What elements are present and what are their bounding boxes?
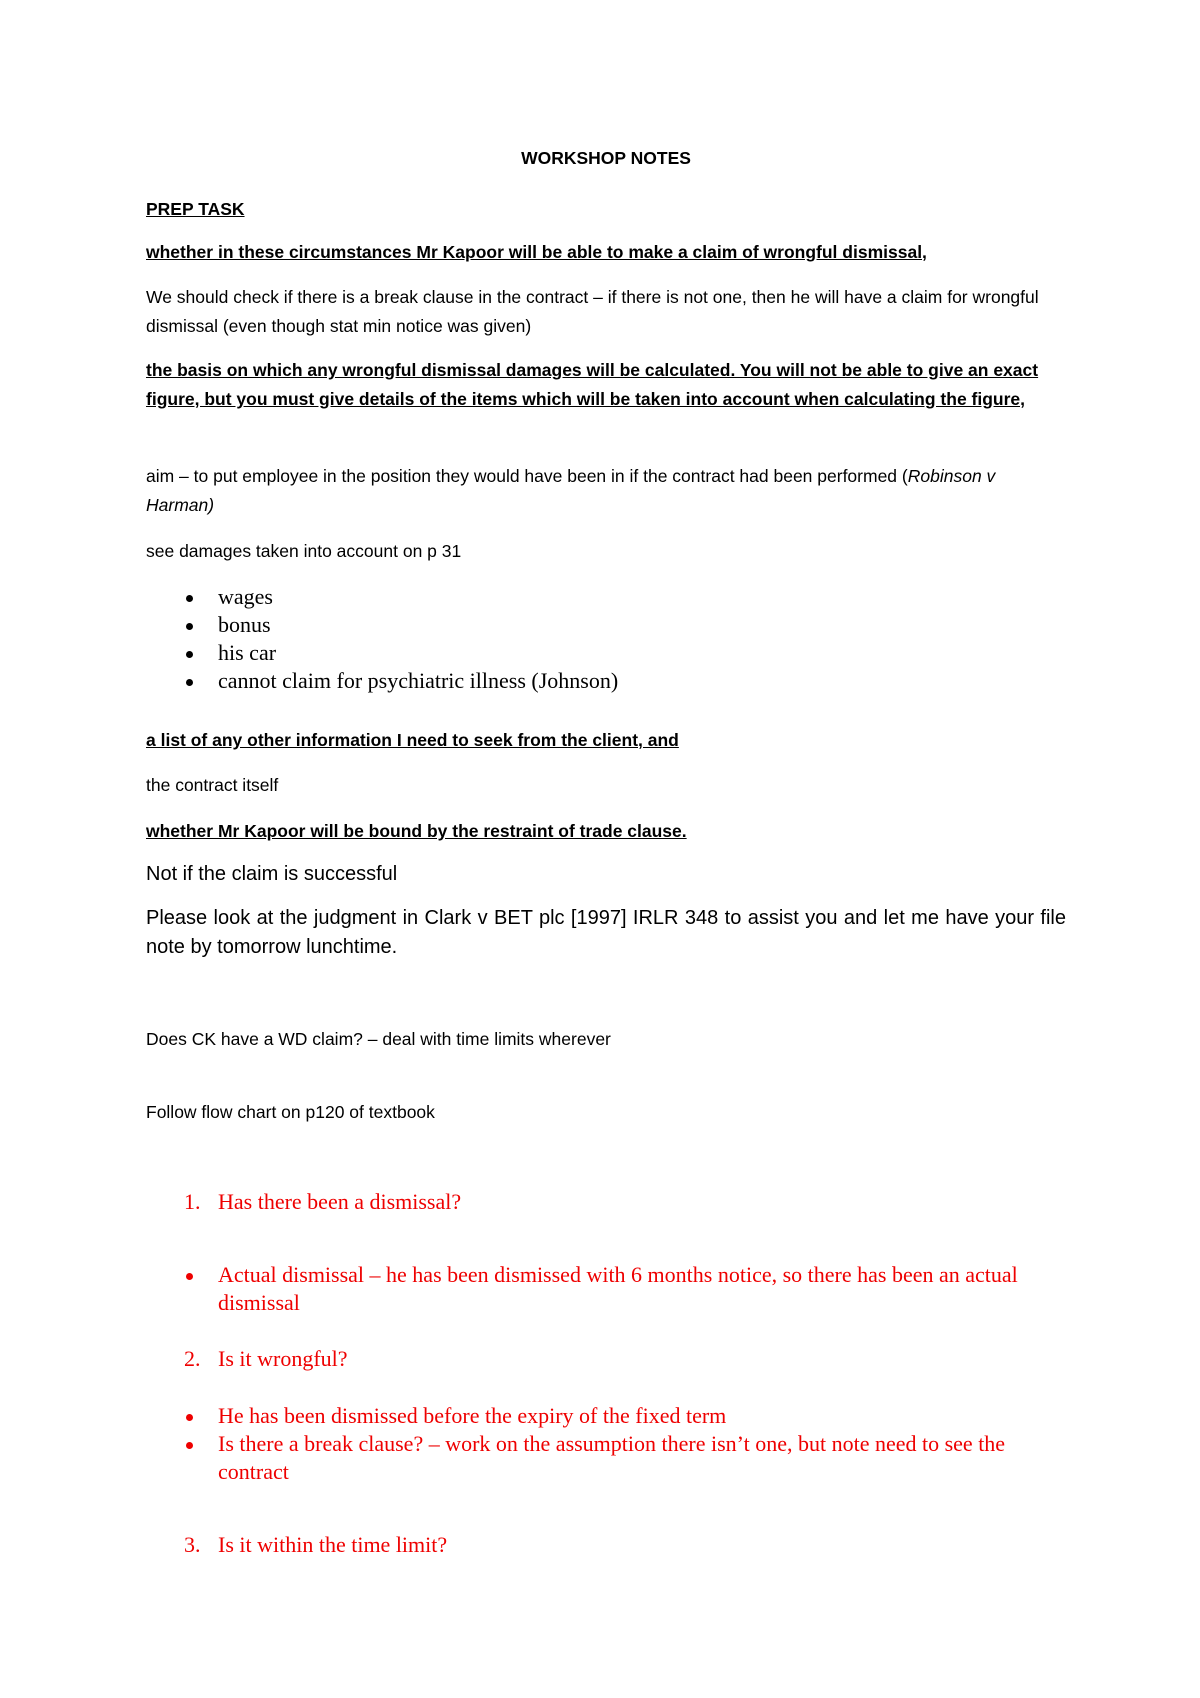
step-1-number: 1. bbox=[184, 1189, 201, 1214]
step-2-number: 2. bbox=[184, 1346, 201, 1371]
step-1-item bbox=[146, 1188, 1066, 1216]
flow-chart-line: Follow flow chart on p120 of textbook bbox=[146, 1102, 435, 1122]
question-1-answer: We should check if there is a break clause in the contract – if there is not one, then he will have a claim for wrongful dismissal (even though stat min notice was given) bbox=[146, 287, 1039, 336]
damages-list bbox=[146, 583, 1066, 695]
question-4-heading: whether Mr Kapoor will be bound by the restraint of trade clause. bbox=[146, 821, 687, 841]
bullet-icon bbox=[186, 623, 193, 630]
step-2-point bbox=[146, 1402, 1066, 1430]
aim-paragraph bbox=[146, 462, 1066, 520]
aim-text: aim – to put employee in the position they would have been in if the contract had been performed ( bbox=[146, 466, 908, 486]
instruction-paragraph: Please look at the judgment in Clark v BET plc [1997] IRLR 348 to assist you and let me have your file note by tomorrow lunchtime. bbox=[146, 907, 1066, 958]
step-1-point-text: Actual dismissal – he has been dismissed with 6 months notice, so there has been an actual dismissal bbox=[218, 1262, 1018, 1315]
step-2-points bbox=[146, 1402, 1066, 1486]
step-3-text: Is it within the time limit? bbox=[218, 1532, 448, 1557]
document-page bbox=[146, 0, 1066, 1698]
aim-case-citation: Robinson v Harman) bbox=[146, 466, 996, 515]
damages-reference: see damages taken into account on p 31 bbox=[146, 541, 462, 561]
bullet-icon bbox=[186, 1414, 193, 1421]
damages-item bbox=[146, 667, 1066, 695]
step-2-point bbox=[146, 1430, 1066, 1486]
question-3-answer: the contract itself bbox=[146, 775, 279, 795]
bullet-icon bbox=[186, 1273, 193, 1280]
step-2-item bbox=[146, 1345, 1066, 1373]
damages-item-text: wages bbox=[218, 584, 273, 609]
step-1-text: Has there been a dismissal? bbox=[218, 1189, 462, 1214]
wd-claim-line: Does CK have a WD claim? – deal with time limits wherever bbox=[146, 1029, 611, 1049]
step-3-item bbox=[146, 1531, 1066, 1559]
damages-item-text: bonus bbox=[218, 612, 271, 637]
bullet-icon bbox=[186, 651, 193, 658]
step-2-point-text: He has been dismissed before the expiry of the fixed term bbox=[218, 1403, 727, 1428]
step-2-text: Is it wrongful? bbox=[218, 1346, 348, 1371]
prep-task-heading: PREP TASK bbox=[146, 199, 245, 219]
step-3 bbox=[146, 1531, 1066, 1559]
question-4-answer: Not if the claim is successful bbox=[146, 863, 398, 885]
step-1-point bbox=[146, 1261, 1066, 1317]
step-1 bbox=[146, 1188, 1066, 1216]
damages-item bbox=[146, 639, 1066, 667]
bullet-icon bbox=[186, 595, 193, 602]
question-1-heading: whether in these circumstances Mr Kapoor will be able to make a claim of wrongful dismissal, bbox=[146, 242, 927, 262]
step-2 bbox=[146, 1345, 1066, 1373]
question-2-heading: the basis on which any wrongful dismissal damages will be calculated. You will not be able to give an exact figure, but you must give details of the items which will be taken into account when calculating the figure, bbox=[146, 360, 1039, 409]
document-title: WORKSHOP NOTES bbox=[521, 148, 691, 168]
step-3-number: 3. bbox=[184, 1532, 201, 1557]
bullet-icon bbox=[186, 679, 193, 686]
bullet-icon bbox=[186, 1442, 193, 1449]
question-3-heading: a list of any other information I need to seek from the client, and bbox=[146, 730, 679, 750]
damages-item-text: his car bbox=[218, 640, 277, 665]
step-2-point-text: Is there a break clause? – work on the assumption there isn’t one, but note need to see the contract bbox=[218, 1431, 1006, 1484]
damages-item bbox=[146, 611, 1066, 639]
damages-item-text: cannot claim for psychiatric illness (Johnson) bbox=[218, 668, 619, 693]
damages-item bbox=[146, 583, 1066, 611]
step-1-points bbox=[146, 1261, 1066, 1317]
